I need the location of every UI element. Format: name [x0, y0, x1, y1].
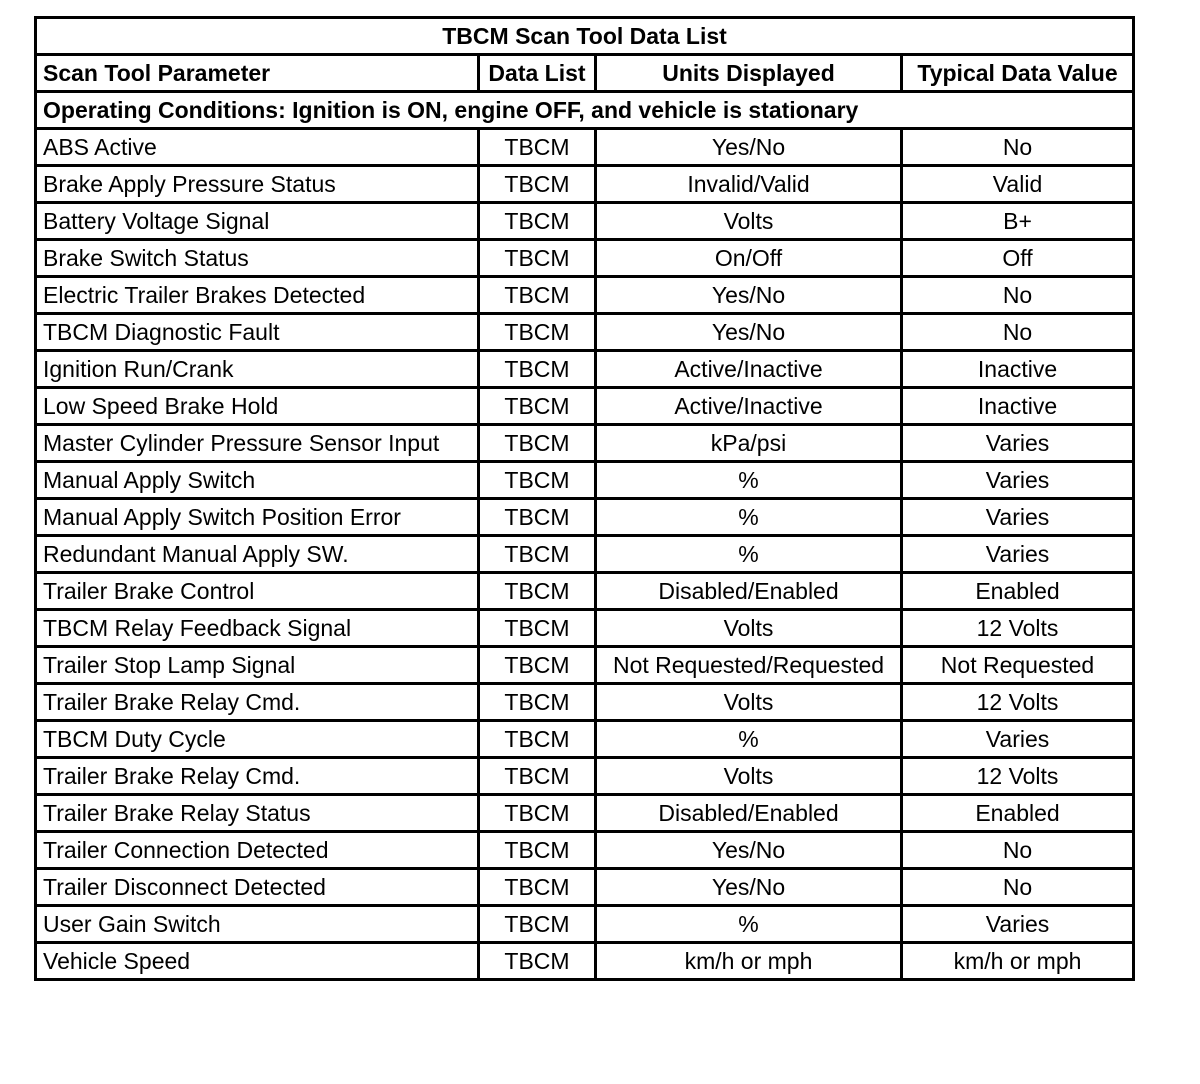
cell-typical-value: 12 Volts: [902, 758, 1134, 795]
cell-units: km/h or mph: [596, 943, 902, 980]
cell-typical-value: 12 Volts: [902, 610, 1134, 647]
cell-parameter: TBCM Diagnostic Fault: [36, 314, 479, 351]
table-row: [36, 758, 1134, 795]
cell-typical-value: Varies: [902, 721, 1134, 758]
table-row: [36, 684, 1134, 721]
cell-units: %: [596, 462, 902, 499]
conditions-row: [36, 92, 1134, 129]
cell-data-list: TBCM: [479, 351, 596, 388]
table-row: [36, 277, 1134, 314]
cell-data-list: TBCM: [479, 203, 596, 240]
cell-typical-value: Varies: [902, 536, 1134, 573]
cell-parameter: TBCM Relay Feedback Signal: [36, 610, 479, 647]
cell-data-list: TBCM: [479, 610, 596, 647]
cell-typical-value: Enabled: [902, 795, 1134, 832]
cell-typical-value: No: [902, 314, 1134, 351]
cell-units: Active/Inactive: [596, 388, 902, 425]
header-row: [36, 55, 1134, 92]
table-row: [36, 721, 1134, 758]
header-typical-data-value: Typical Data Value: [902, 55, 1134, 92]
cell-units: Yes/No: [596, 277, 902, 314]
cell-units: Volts: [596, 684, 902, 721]
cell-data-list: TBCM: [479, 795, 596, 832]
cell-parameter: Battery Voltage Signal: [36, 203, 479, 240]
cell-parameter: Brake Apply Pressure Status: [36, 166, 479, 203]
cell-units: On/Off: [596, 240, 902, 277]
cell-parameter: Trailer Brake Relay Cmd.: [36, 758, 479, 795]
cell-parameter: Brake Switch Status: [36, 240, 479, 277]
cell-parameter: Low Speed Brake Hold: [36, 388, 479, 425]
cell-units: %: [596, 906, 902, 943]
cell-data-list: TBCM: [479, 647, 596, 684]
table-row: [36, 240, 1134, 277]
cell-units: Yes/No: [596, 869, 902, 906]
cell-units: Volts: [596, 758, 902, 795]
table-row: [36, 314, 1134, 351]
cell-units: Active/Inactive: [596, 351, 902, 388]
cell-parameter: TBCM Duty Cycle: [36, 721, 479, 758]
cell-units: Invalid/Valid: [596, 166, 902, 203]
cell-typical-value: km/h or mph: [902, 943, 1134, 980]
cell-units: %: [596, 721, 902, 758]
cell-units: Not Requested/Requested: [596, 647, 902, 684]
table-title: TBCM Scan Tool Data List: [36, 18, 1134, 55]
cell-data-list: TBCM: [479, 462, 596, 499]
cell-data-list: TBCM: [479, 832, 596, 869]
table-row: [36, 573, 1134, 610]
title-row: [36, 18, 1134, 55]
cell-parameter: Electric Trailer Brakes Detected: [36, 277, 479, 314]
table-row: [36, 610, 1134, 647]
table-row: [36, 943, 1134, 980]
cell-typical-value: No: [902, 832, 1134, 869]
cell-data-list: TBCM: [479, 906, 596, 943]
cell-units: Volts: [596, 203, 902, 240]
cell-units: %: [596, 536, 902, 573]
cell-data-list: TBCM: [479, 499, 596, 536]
cell-parameter: Vehicle Speed: [36, 943, 479, 980]
cell-data-list: TBCM: [479, 758, 596, 795]
operating-conditions: Operating Conditions: Ignition is ON, engine OFF, and vehicle is stationary: [36, 92, 1134, 129]
cell-units: Disabled/Enabled: [596, 795, 902, 832]
cell-parameter: Trailer Stop Lamp Signal: [36, 647, 479, 684]
cell-data-list: TBCM: [479, 388, 596, 425]
cell-typical-value: Off: [902, 240, 1134, 277]
table-row: [36, 351, 1134, 388]
cell-data-list: TBCM: [479, 166, 596, 203]
cell-data-list: TBCM: [479, 721, 596, 758]
cell-units: Yes/No: [596, 314, 902, 351]
cell-parameter: ABS Active: [36, 129, 479, 166]
table-row: [36, 869, 1134, 906]
cell-parameter: User Gain Switch: [36, 906, 479, 943]
cell-parameter: Manual Apply Switch: [36, 462, 479, 499]
cell-units: %: [596, 499, 902, 536]
cell-typical-value: Varies: [902, 425, 1134, 462]
cell-typical-value: Inactive: [902, 351, 1134, 388]
cell-typical-value: B+: [902, 203, 1134, 240]
cell-data-list: TBCM: [479, 240, 596, 277]
cell-parameter: Trailer Disconnect Detected: [36, 869, 479, 906]
table-row: [36, 166, 1134, 203]
table-row: [36, 388, 1134, 425]
cell-data-list: TBCM: [479, 425, 596, 462]
cell-typical-value: Varies: [902, 499, 1134, 536]
cell-units: Volts: [596, 610, 902, 647]
cell-parameter: Ignition Run/Crank: [36, 351, 479, 388]
cell-data-list: TBCM: [479, 536, 596, 573]
cell-typical-value: Not Requested: [902, 647, 1134, 684]
cell-data-list: TBCM: [479, 684, 596, 721]
cell-data-list: TBCM: [479, 573, 596, 610]
table-row: [36, 795, 1134, 832]
cell-data-list: TBCM: [479, 943, 596, 980]
table-row: [36, 129, 1134, 166]
cell-data-list: TBCM: [479, 314, 596, 351]
cell-units: Yes/No: [596, 832, 902, 869]
cell-data-list: TBCM: [479, 129, 596, 166]
cell-typical-value: Valid: [902, 166, 1134, 203]
cell-typical-value: Inactive: [902, 388, 1134, 425]
cell-parameter: Manual Apply Switch Position Error: [36, 499, 479, 536]
header-units-displayed: Units Displayed: [596, 55, 902, 92]
cell-units: kPa/psi: [596, 425, 902, 462]
cell-data-list: TBCM: [479, 869, 596, 906]
header-scan-tool-parameter: Scan Tool Parameter: [36, 55, 479, 92]
cell-units: Disabled/Enabled: [596, 573, 902, 610]
cell-parameter: Master Cylinder Pressure Sensor Input: [36, 425, 479, 462]
table-row: [36, 536, 1134, 573]
header-data-list: Data List: [479, 55, 596, 92]
table-row: [36, 203, 1134, 240]
cell-data-list: TBCM: [479, 277, 596, 314]
cell-typical-value: Varies: [902, 462, 1134, 499]
cell-parameter: Trailer Brake Relay Status: [36, 795, 479, 832]
cell-units: Yes/No: [596, 129, 902, 166]
cell-typical-value: No: [902, 869, 1134, 906]
cell-typical-value: No: [902, 129, 1134, 166]
table-row: [36, 832, 1134, 869]
cell-typical-value: 12 Volts: [902, 684, 1134, 721]
table-row: [36, 906, 1134, 943]
table-row: [36, 462, 1134, 499]
cell-parameter: Trailer Connection Detected: [36, 832, 479, 869]
scan-tool-data-table: [34, 16, 1135, 981]
cell-parameter: Trailer Brake Control: [36, 573, 479, 610]
table-row: [36, 499, 1134, 536]
cell-parameter: Redundant Manual Apply SW.: [36, 536, 479, 573]
table-row: [36, 425, 1134, 462]
cell-typical-value: Enabled: [902, 573, 1134, 610]
cell-typical-value: Varies: [902, 906, 1134, 943]
cell-parameter: Trailer Brake Relay Cmd.: [36, 684, 479, 721]
table-row: [36, 647, 1134, 684]
cell-typical-value: No: [902, 277, 1134, 314]
